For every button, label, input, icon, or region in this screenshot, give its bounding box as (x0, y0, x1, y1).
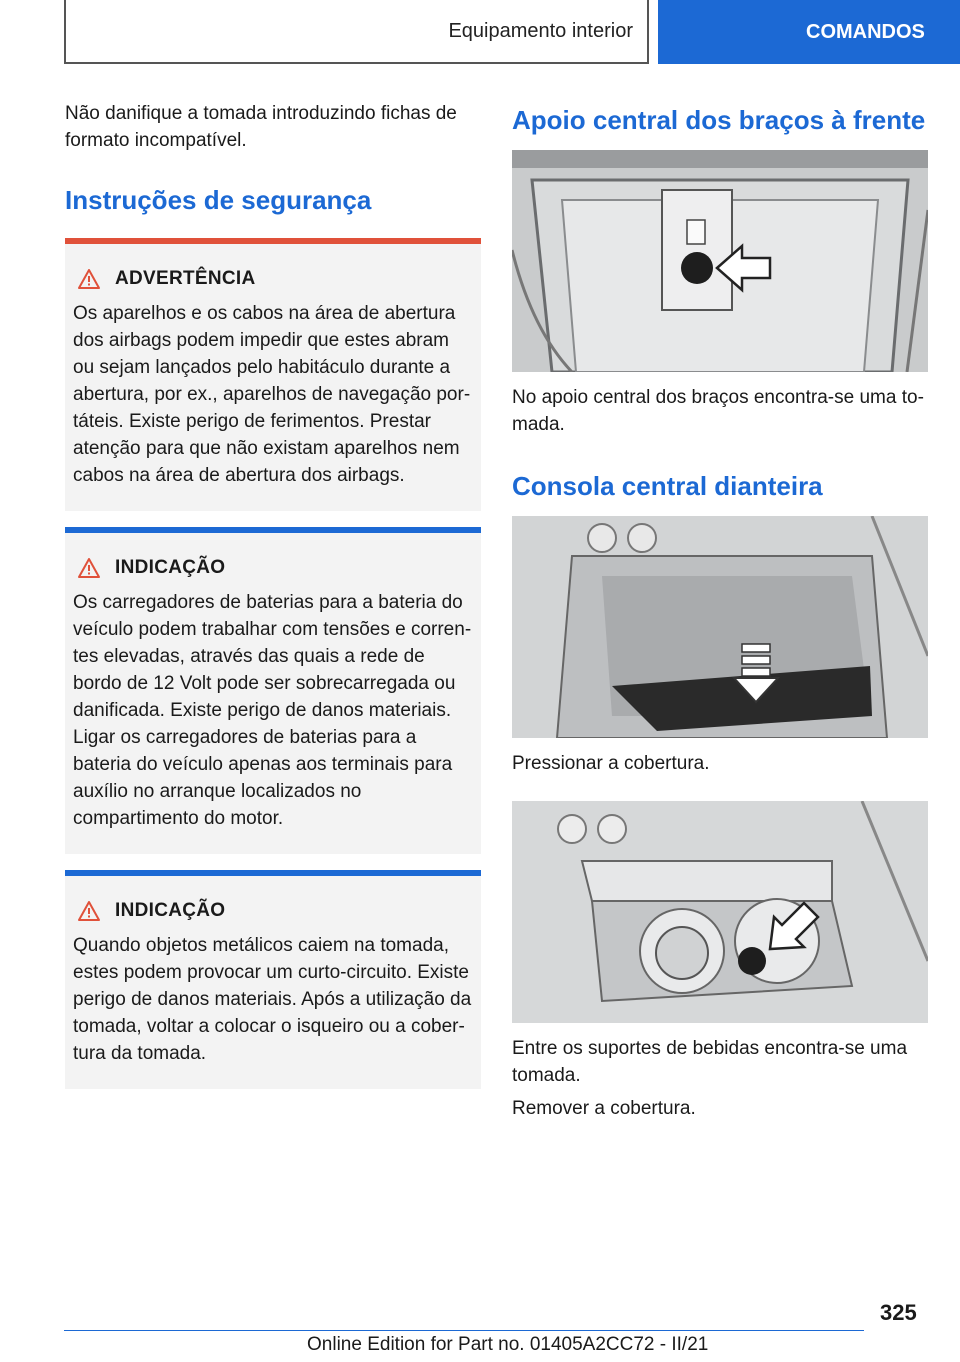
footer-edition: Online Edition for Part no. 01405A2CC72 - II/21 (307, 1334, 709, 1355)
right-column (512, 100, 928, 1122)
armrest-heading: Apoio central dos braços à frente (512, 105, 926, 135)
cupholder-caption: Entre os suportes de bebidas encontra-se uma tomada. (512, 1038, 908, 1086)
warning-box-advertencia (65, 238, 481, 511)
armrest-socket-illustration (512, 150, 928, 372)
warning-triangle-icon (77, 268, 101, 290)
center-console-heading: Consola central dianteira (512, 471, 823, 501)
header-section-title: Equipamento interior (448, 19, 633, 42)
header-section-box (64, 0, 649, 64)
warning-triangle-icon (77, 557, 101, 579)
warning-header (73, 264, 473, 294)
notice-text: Os carregadores de baterias para a bateria do veículo podem trabalhar com tensões e correntes elevadas, através das quais a rede de bordo de 12 Volt pode ser sobrecarregada ou danificada. Existe perigo de danos materiais. Ligar os carregadores de baterias para a bateria do veículo apenas aos terminais para auxílio no arranque localizados no compartimento do motor. (73, 592, 472, 829)
notice-title: INDICAÇÃO (115, 557, 226, 578)
page-number: 325 (880, 1300, 917, 1325)
remove-cover-caption: Remover a cobertura. (512, 1098, 696, 1119)
notice-box-metal-objects (65, 870, 481, 1089)
safety-heading: Instruções de segurança (65, 185, 372, 215)
header-chapter-title: COMANDOS (806, 20, 925, 43)
footer-divider (64, 1330, 864, 1331)
cover-press-illustration (512, 516, 928, 738)
intro-paragraph: Não danifique a tomada introduzindo fichas de formato incompatível. (65, 103, 457, 151)
warning-text: Os aparelhos e os cabos na área de abertura dos airbags podem impedir que estes abram ou sejam lançados pelo habitáculo durante a abertura, por ex., aparelhos de navegação portáteis. Existe perigo de ferimentos. Prestar atenção para que não existam aparelhos nem cabos na área de abertura dos airbags. (73, 303, 471, 486)
armrest-caption: No apoio central dos braços encontra-se uma tomada. (512, 387, 924, 435)
press-cover-caption: Pressionar a cobertura. (512, 753, 710, 774)
notice-text: Quando objetos metálicos caiem na tomada, estes podem provocar um curto-circuito. Existe perigo de danos materiais. Após a utilização da tomada, voltar a colocar o isqueiro ou a cobertura da tomada. (73, 935, 472, 1064)
warning-title: ADVERTÊNCIA (115, 268, 256, 289)
header-chapter-tab (658, 0, 960, 64)
notice-header (73, 553, 473, 583)
warning-triangle-icon (77, 900, 101, 922)
cupholder-socket-illustration (512, 801, 928, 1023)
notice-header (73, 896, 473, 926)
notice-title: INDICAÇÃO (115, 900, 226, 921)
left-column (65, 100, 481, 1089)
notice-box-chargers (65, 527, 481, 854)
